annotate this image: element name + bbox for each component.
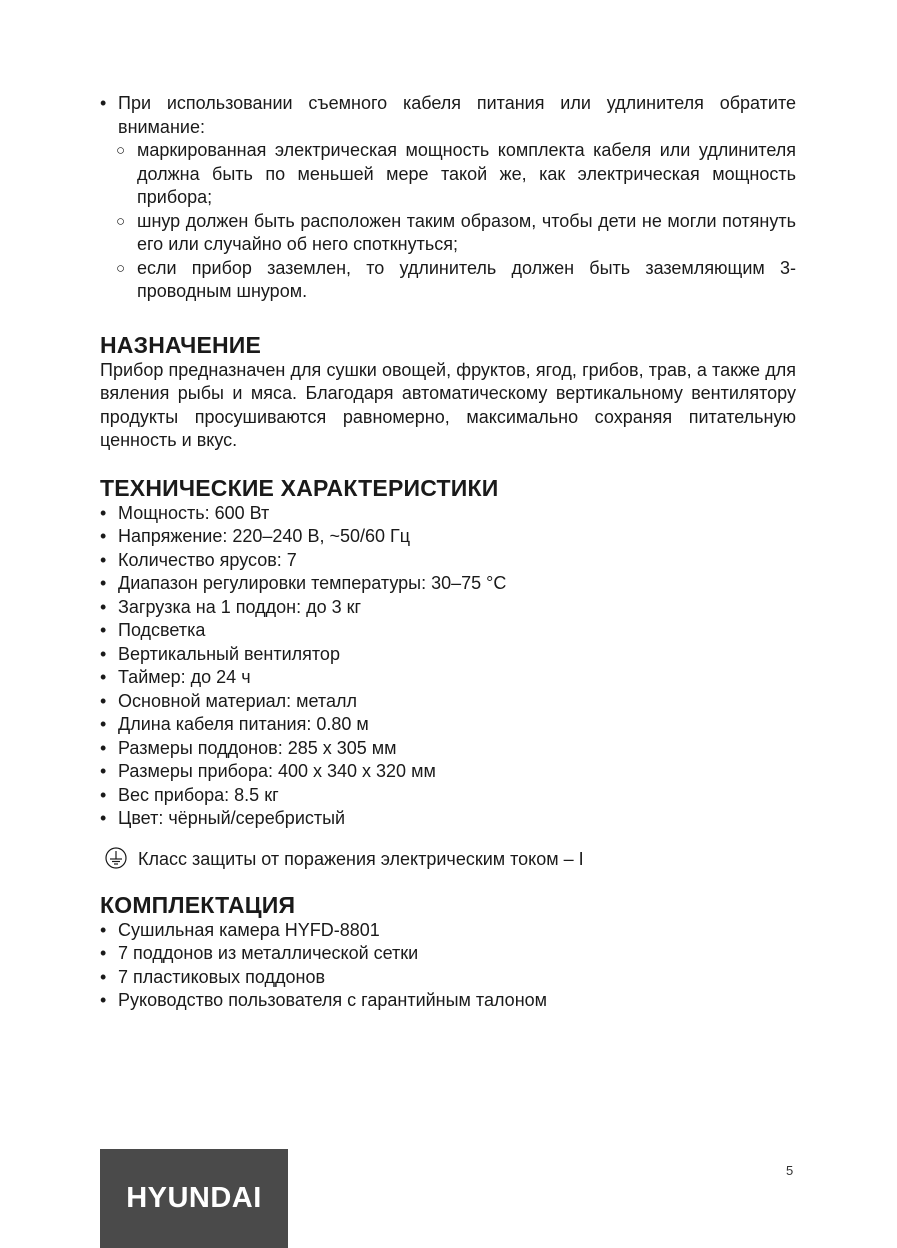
bullet-dot: • [100, 919, 107, 940]
bullet-dot: • [100, 667, 107, 687]
bullet-dot: • [100, 93, 107, 113]
list-item [100, 737, 796, 761]
list-item [100, 942, 796, 966]
circle-bullet-icon: ○ [116, 142, 126, 159]
list-item [100, 807, 796, 831]
bullet-dot: • [100, 808, 107, 828]
spec-text: Вес прибора: 8.5 кг [118, 784, 279, 805]
purpose-heading: НАЗНАЧЕНИЕ [100, 331, 262, 358]
package-list [100, 919, 796, 1013]
bullet-dot: • [100, 966, 107, 987]
list-item [100, 643, 796, 667]
spec-text: Диапазон регулировки температуры: 30–75 °С [118, 573, 507, 593]
bullet-dot: • [100, 737, 107, 758]
list-item [100, 966, 796, 990]
package-item-text: Сушильная камера HYFD-8801 [118, 919, 380, 940]
specs-heading: ТЕХНИЧЕСКИЕ ХАРАКТЕРИСТИКИ [100, 474, 499, 501]
spec-text: Мощность: 600 Вт [118, 502, 270, 523]
purpose-text: Прибор предназначен для сушки овощей, фруктов, ягод, грибов, трав, а также для вяления рыбы и мяса. Благодаря автоматическому вертикальному вентилятору продукты просушиваются равномерно, максимально сохраняя питательную ценность и вкус. [100, 359, 796, 450]
list-item [100, 713, 796, 737]
bullet-dot: • [100, 761, 107, 781]
page-content [100, 92, 796, 1013]
list-item [100, 596, 796, 620]
specs-list [100, 502, 796, 831]
list-item [100, 989, 796, 1013]
spec-text: Загрузка на 1 поддон: до 3 кг [118, 596, 362, 617]
bullet-dot: • [100, 573, 107, 593]
purpose-section [100, 331, 796, 453]
list-item [100, 619, 796, 643]
package-heading: КОМПЛЕКТАЦИЯ [100, 891, 296, 918]
list-item [100, 784, 796, 808]
package-item-text: 7 поддонов из металлической сетки [118, 943, 419, 963]
spec-text: Таймер: до 24 ч [118, 667, 251, 687]
cable-note [100, 92, 796, 139]
spec-text: Основной материал: металл [118, 690, 357, 711]
spec-text: Длина кабеля питания: 0.80 м [118, 714, 369, 734]
cable-note-item-text: шнур должен быть расположен таким образом, чтобы дети не могли потянуть его или случайно об него споткнуться; [137, 210, 796, 254]
list-item [100, 549, 796, 573]
list-item [100, 666, 796, 690]
bullet-dot: • [100, 502, 107, 523]
bullet-dot: • [100, 784, 107, 805]
bullet-dot: • [100, 714, 107, 734]
cable-note-item [100, 210, 796, 257]
bullet-dot: • [100, 549, 107, 570]
bullet-dot: • [100, 526, 107, 546]
bullet-dot: • [100, 620, 107, 640]
list-item [100, 572, 796, 596]
bullet-dot: • [100, 990, 107, 1010]
brand-logo-box [100, 1149, 288, 1248]
circle-bullet-icon: ○ [116, 259, 126, 277]
spec-text: Количество ярусов: 7 [118, 549, 297, 570]
list-item [100, 760, 796, 784]
list-item [100, 502, 796, 526]
cable-note-intro: При использовании съемного кабеля питания или удлинителя обратите внимание: [118, 93, 796, 137]
bullet-dot: • [100, 943, 107, 963]
spec-text: Цвет: чёрный/серебристый [118, 808, 346, 828]
spec-text: Подсветка [118, 620, 206, 640]
circle-bullet-icon: ○ [116, 212, 126, 230]
specs-section [100, 474, 796, 873]
list-item [100, 919, 796, 943]
protection-class-text: Класс защиты от поражения электрическим током – I [138, 848, 584, 869]
spec-text: Напряжение: 220–240 В, ~50/60 Гц [118, 526, 411, 546]
bullet-dot: • [100, 596, 107, 617]
package-item-text: 7 пластиковых поддонов [118, 966, 326, 987]
cable-note-item-text: маркированная электрическая мощность комплекта кабеля или удлинителя должна быть по меньшей мере такой же, как электрическая мощность прибора; [137, 140, 796, 207]
page-number: 5 [786, 1163, 794, 1178]
cable-note-item-text: если прибор заземлен, то удлинитель должен быть заземляющим 3-проводным шнуром. [137, 257, 796, 301]
ground-symbol-icon [105, 847, 127, 869]
bullet-dot: • [100, 643, 107, 664]
package-item-text: Руководство пользователя с гарантийным талоном [118, 990, 548, 1010]
cable-note-item [100, 257, 796, 304]
protection-class-line [100, 845, 796, 873]
list-item [100, 690, 796, 714]
spec-text: Размеры поддонов: 285 х 305 мм [118, 737, 397, 758]
spec-text: Размеры прибора: 400 х 340 х 320 мм [118, 761, 436, 781]
cable-note-item [100, 139, 796, 210]
bullet-dot: • [100, 690, 107, 711]
list-item [100, 525, 796, 549]
brand-logo: HYUNDAI [126, 1182, 262, 1214]
spec-text: Вертикальный вентилятор [118, 643, 340, 664]
package-section [100, 891, 796, 1013]
